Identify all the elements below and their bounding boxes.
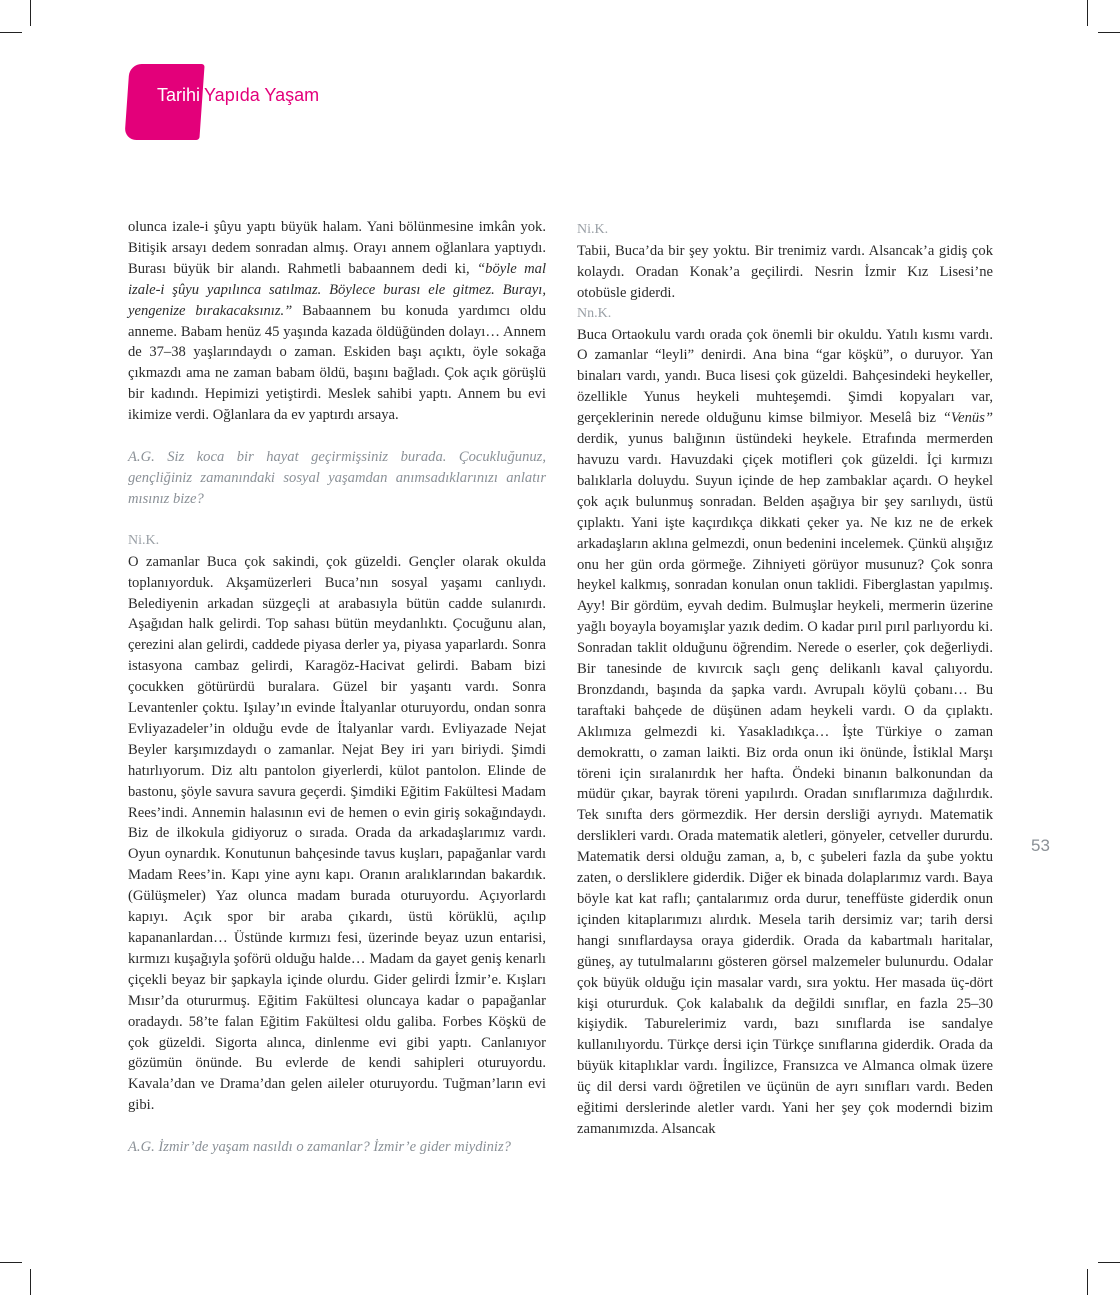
crop-mark <box>0 1262 22 1263</box>
section-title-part2: Yapıda Yaşam <box>204 85 320 105</box>
crop-mark <box>1098 32 1120 33</box>
quote: “Venüs” <box>942 410 993 427</box>
quote: “böyle mal izale-i şûyu yapılınca satılmaz. Böylece burası ele gitmez. Burayı, yengenize bırakacaksınız.” <box>128 260 546 319</box>
text: Buca Ortaokulu vardı orada çok önemli bir okuldu. Yatılı kısmı vardı. O zamanlar “leyli” denirdi. Ana bina “gar köşkü”, o duruyor. Yan binaları vardı, yandı. Buca lisesi çok güzeldi. Bahçesindeki heykeller, özellikle Yunus heykeli muhteşemdi. Şimdi kopyaları var, gerçeklerinin nerede olduğunu kimse bilmiyor. Meselâ biz <box>577 326 993 427</box>
crop-mark <box>30 1269 31 1295</box>
crop-mark <box>1098 1262 1120 1263</box>
page-number: 53 <box>1031 836 1050 855</box>
interviewer-question: A.G. İzmir’de yaşam nasıldı o zamanlar? İzmir’e gider miydiniz? <box>128 1139 511 1156</box>
section-title <box>157 85 319 106</box>
crop-mark <box>30 0 31 26</box>
paragraph: Tabii, Buca’da bir şey yoktu. Bir trenimiz vardı. Alsancak’a gidiş çok kolaydı. Oradan Konak’a geçilirdi. Nesrin İzmir Kız Lisesi’ne otobüsle giderdi. <box>577 242 993 301</box>
paragraph: O zamanlar Buca çok sakindi, çok güzeldi. Gençler olarak okulda toplanıyorduk. Akşamüzerleri Buca’nın sosyal yaşamı canlıydı. Belediyenin arkadan süzgeçli at arabasıyla bütün cadde sulanırdı. Aşağıdan halk gelirdi. Top sahası bütün meydanlıktı. Çocuğunu alan, çerezini alan gelirdi, caddede piyasa derler ya, piyasa yaparlardı. Sonra istasyona cambaz gelirdi, Karagöz-Hacivat gelirdi. Babam bizi çocukken götürürdü buralara. Güzel bir yaşantı vardı. Sonra Levantenler çoktu. Işılay’ın evinde İtalyanlar oturuyordu, ondan sonra Evliyazadeler’in olduğu evde de İtalyanlar vardı. Evliyazade Nejat Beyler karşımızdaydı o zamanlar. Nejat Bey iri yarı biriydi. Şimdi hatırlıyorum. Diz altı pantolon giyerlerdi, külot pantolon. Elinde de bastonu, şöyle savura savura geçerdi. Şimdiki Eğitim Fakültesi Madam Rees’indi. Annemin halasının evi de hemen o evin giriş sokağındaydı. Biz de ilkokula gidiyoruz o sırada. Orada da arkadaşlarımız vardı. Oyun oynardık. Konutunun bahçesinde tavus kuşları, papağanlar vardı Madam Rees’in. Kapı yine aynı kapı. Oranın aralıklarından bakardık. (Gülüşmeler) Yaz olunca madam burada oturuyordu. Açıyorlardı kapıyı. Açık spor bir araba çıkardı, üstü körüklü, açılıp kapananlardan… Üstünde kırmızı fesi, üzerinde beyaz uzun entarisi, kırmızı kuşağıyla şoförü olduğu halde… Madam da gayet geniş kenarlı çiçekli beyaz bir şapkayla içinde olurdu. Gider gelirdi İzmir’e. Kışları Mısır’da otururmuş. Eğitim Fakültesi oluncaya kadar o papağanlar oradaydı. 58’te falan Eğitim Fakültesi oldu galiba. Forbes Köşkü de çok güzeldi. Sigorta alınca, dinlenme evi gibi yaptı. Canlanıyor gözümün önünde. Bu evlerde de kendi sahipleri oturuyordu. Kavala’dan ve Drama’dan gelen aileler oturuyordu. Tuğman’ların evi gibi. <box>128 553 546 1114</box>
speaker-label: Ni.K. <box>577 222 609 237</box>
right-column <box>577 220 993 1140</box>
text: Babaannem bu konuda yardımcı oldu anneme. Babam henüz 45 yaşında kazada öldüğünden dolayı… Annem de 37–38 yaşlarındaydı o zaman. Eskiden başı açıktı, öyle sokağa çıkmazdı ama ne zaman babam öldü, başını bağladı. Çok açık görüşlü bir kadındı. Hepimizi yetiştirdi. Meslek sahibi yaptı. Annem bu evi ikimize verdi. Oğlanlara da ev yaptırdı arsaya. <box>128 302 546 424</box>
paragraph <box>577 325 993 1140</box>
speaker-label: Nn.K. <box>577 305 612 321</box>
crop-mark <box>0 32 22 33</box>
text: olunca izale-i şûyu yaptı büyük halam. Yani bölünmesine imkân yok. Bitişik arsayı dedem sonradan almış. Orayı annem oğlanlara yaptıydı. Burası büyük bir alandı. Rahmetli babaannem dedi ki, <box>128 219 546 277</box>
text: derdik, yunus balığının üstündeki heykele. Etrafında mermerden havuzu vardı. Havuzdaki çiçek motifleri çok güzeldi. İçi kırmızı balıklarla doluydu. Suyun içinde de hep zambaklar açardı. O heykel çok açık bulunmuş sonradan. Belden aşağıya bir şey sarılıydı, üstü çıplaktı. Yani işte kaçırdıkça dikkati çeker ya. Ne kız ne de erkek arkadaşların aklına gelmezdi, onun bedenini incelemek. Çünkü alışığız onu her gün orda görmeğe. Zihniyeti görüyor musunuz? Çok sonra heykel kalkmış, sonradan konulan onun taklidi. Fiberglastan yapılmış. Ayy! Bir gördüm, eyvah dedim. Bulmuşlar heykeli, mermerin üzerine yağlı boyayla boyamışlar yazık dedim. O kadar pırıl pırıl parlıyordu ki. Sonradan taklit olduğunu öğrendim. Nerede o eserler, çok değerliydi. Bir tanesinde de kıvırcık saçlı genç delikanlı kaval çalıyordu. Bronzdandı, başında da şapka vardı. Avrupalı köylü çobanı… Bu taraftaki bahçede de düşünen adam heykeli vardı. O da çıplaktı. Aklımıza gelmezdi ki. Yasakladıkça… İşte Türkiye o zaman demokrattı, o zaman laikti. Biz orda onun iki önünde, İstiklal Marşı töreni için sıralanırdık her hafta. Öndeki binanın balkonundan da müdür çıkar, bayrak töreni yapılırdı. Oradan sınıflarımıza dağılırdık. Tek sınıfta ders görmezdik. Her dersin dersliği ayrıydı. Matematik derslikleri vardı. Orada matematik aletleri, gönyeler, cetveller dururdu. Matematik dersi olduğu zaman, a, b, c şubeleri fazla da şube yoktu zaten, o dersliklere giderdik. Diğer ek binada dolaplarımız vardı. Baya böyle kat kat raflı; çantalarımız orda durur, teneffüste giderdik onun içinden kitaplarımızı alırdık. Mesela tarih dersimiz var; tarih dersi hangi sınıflardaysa oraya giderdik. Orada da kabartmalı haritalar, güneş, ay tutulmalarını gösteren görsel malzemeler bulunurdu. Odalar çok büyük olduğu için masalar vardı, sıra yoktu. Her masada üç-dört kişi otururduk. Çok kalabalık da değildi sınıflar, en fazla 25–30 kişiydik. Taburelerimiz vardı, bazı sınıflarda ise sandalye kullanılıyordu. Türkçe dersi için Türkçe sınıflarına giderdik. Orada da büyük kitaplıklar vardı. İngilizce, Fransızca ve Almanca olmak üzere üç dil dersi vardı öğretilen ve üçünün de ayrı sınıfları vardı. Beden eğitimi derslerinde aletler vardı. Yani her şey çok moderndi bizim zamanımızda. Alsancak <box>577 431 993 1137</box>
interviewer-question: A.G. Siz koca bir hayat geçirmişsiniz burada. Çocukluğunuz, gençliğiniz zamanındaki sosyal yaşamdan anımsadıklarınızı anlatır mısınız bize? <box>128 449 546 507</box>
left-column <box>128 217 546 1158</box>
speaker-label: Ni.K. <box>128 532 160 548</box>
crop-mark <box>1087 1269 1088 1295</box>
paragraph <box>128 217 546 426</box>
section-title-part1: Tarihi <box>157 85 201 105</box>
crop-mark <box>1087 0 1088 26</box>
